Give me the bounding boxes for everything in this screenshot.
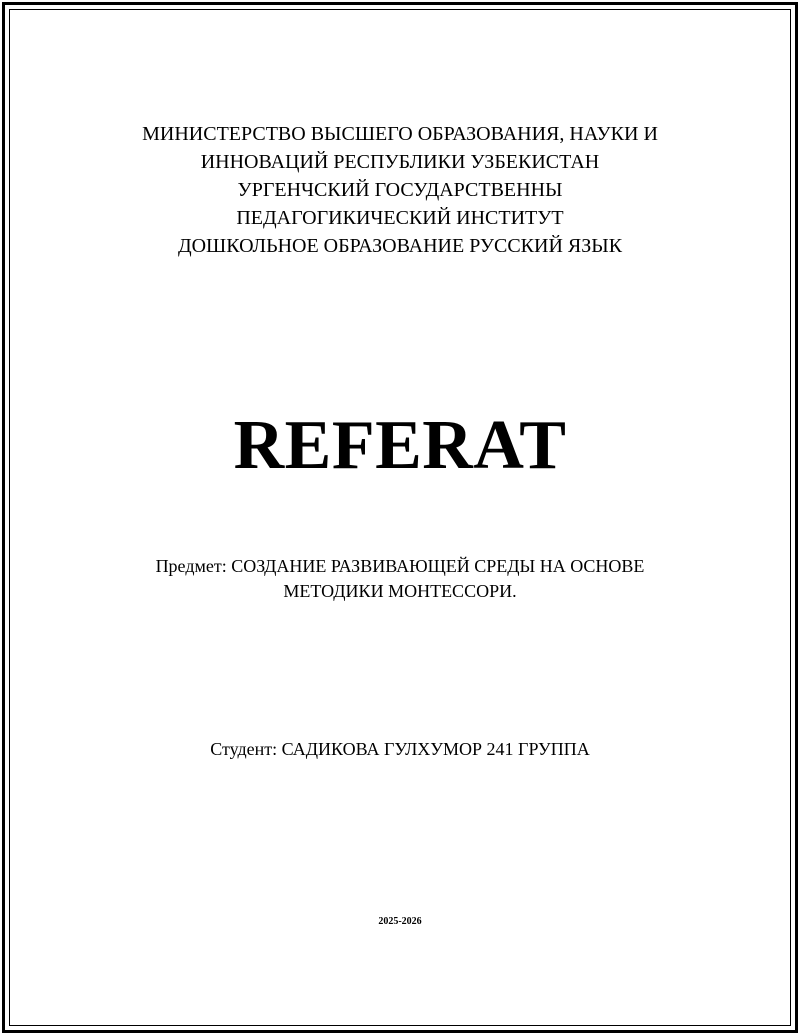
document-title: REFERAT — [233, 407, 567, 484]
subject-line-2: МЕТОДИКИ МОНТЕССОРИ. — [283, 581, 517, 601]
subject-line-1: Предмет: СОЗДАНИЕ РАЗВИВАЮЩЕЙ СРЕДЫ НА ОСНОВЕ — [155, 556, 645, 576]
subject-block — [80, 554, 720, 604]
header-line-department: ДОШКОЛЬНОЕ ОБРАЗОВАНИЕ РУССКИЙ ЯЗЫК — [177, 235, 623, 257]
student-line: Студент: САДИКОВА ГУЛХУМОР 241 ГРУППА — [210, 739, 590, 759]
header-line-ministry: МИНИСТЕРСТВО ВЫСШЕГО ОБРАЗОВАНИЯ, НАУКИ И — [142, 123, 658, 145]
academic-years: 2025-2026 — [378, 916, 422, 927]
header-line-university: УРГЕНЧСКИЙ ГОСУДАРСТВЕННЫ — [237, 179, 563, 201]
institution-header — [60, 120, 740, 260]
header-line-institute: ПЕДАГОГИКИЧЕСКИЙ ИНСТИТУТ — [236, 207, 564, 229]
header-line-republic: ИННОВАЦИЙ РЕСПУБЛИКИ УЗБЕКИСТАН — [200, 151, 600, 173]
